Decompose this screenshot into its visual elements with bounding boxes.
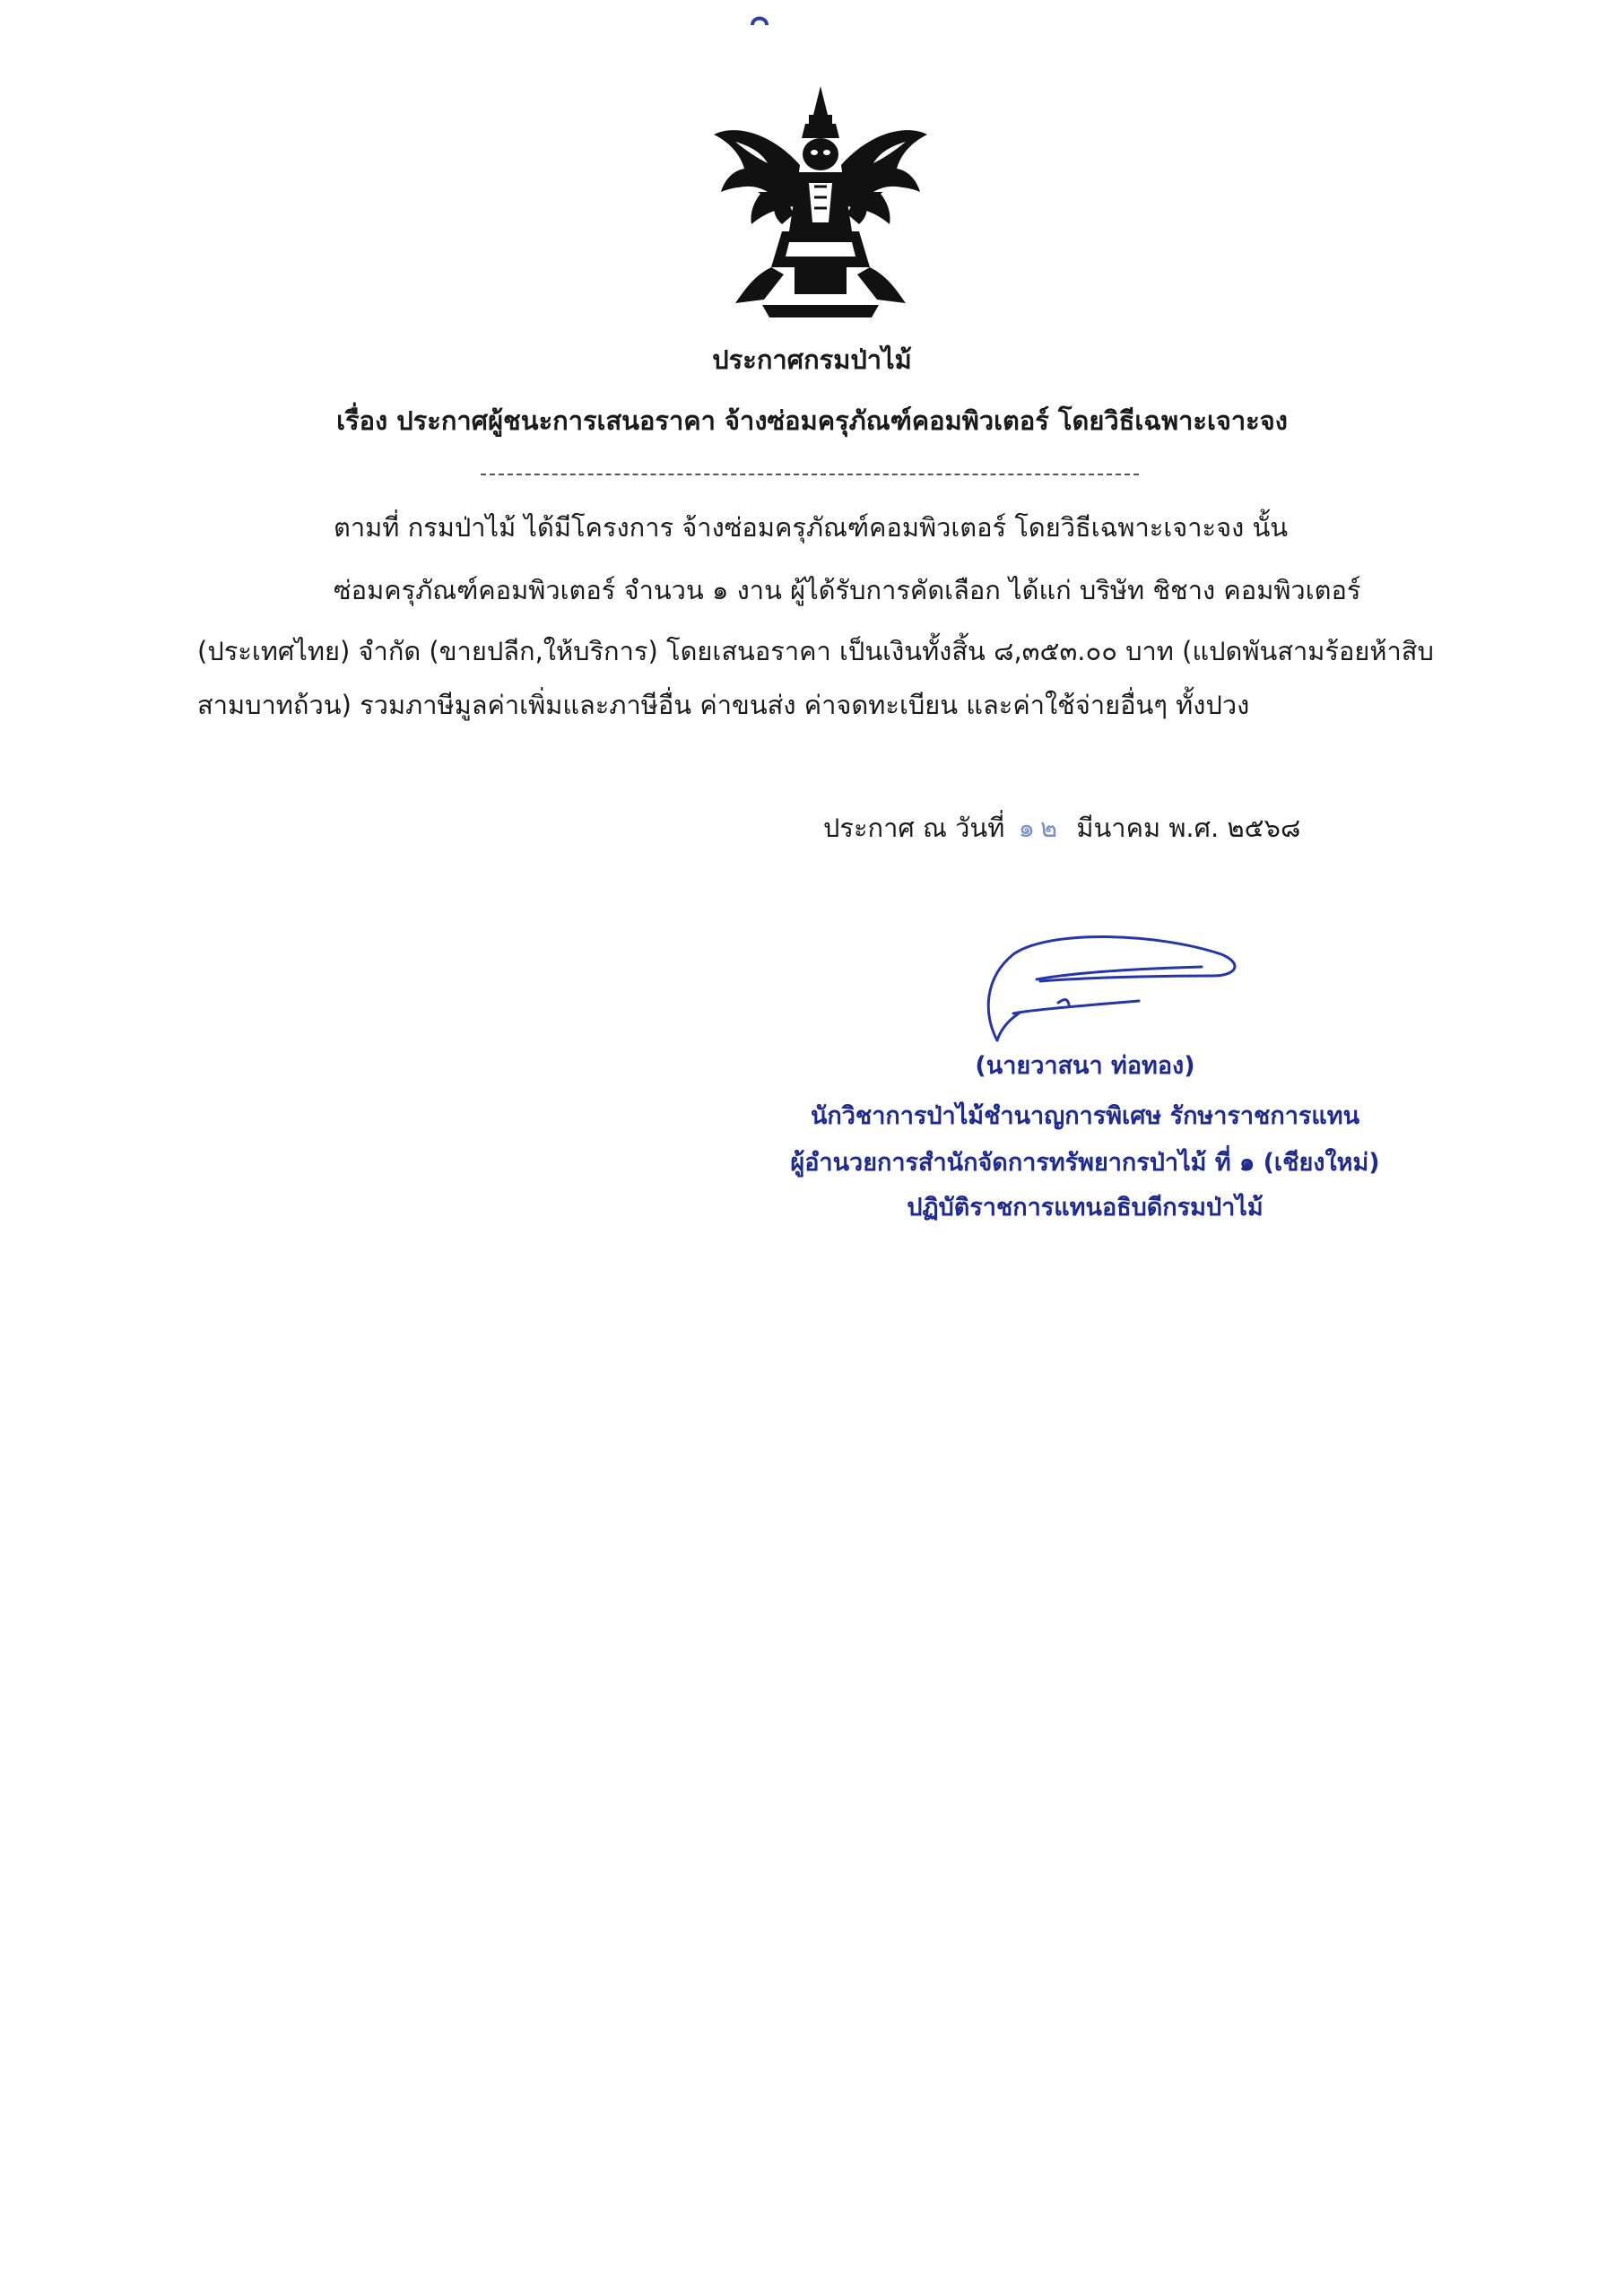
date-suffix: มีนาคม พ.ศ. ๒๕๖๘ — [1076, 813, 1301, 843]
document-subject: เรื่อง ประกาศผู้ชนะการเสนอราคา จ้างซ่อมครุภัณฑ์คอมพิวเตอร์ โดยวิธีเฉพาะเจาะจง — [336, 405, 1288, 436]
body-line-2: ซ่อมครุภัณฑ์คอมพิวเตอร์ จำนวน ๑ งาน ผู้ได้รับการคัดเลือก ได้แก่ บริษัท ชิชาง คอมพิวเตอร์ — [334, 575, 1361, 605]
body-line-4: สามบาทถ้วน) รวมภาษีมูลค่าเพิ่มและภาษีอื่น ค่าขนส่ง ค่าจดทะเบียน และค่าใช้จ่ายอื่นๆ ทั้งปวง — [197, 690, 1250, 720]
date-prefix: ประกาศ ณ วันที่ — [823, 813, 1005, 843]
signatory-position-3: ปฏิบัติราชการแทนอธิบดีกรมป่าไม้ — [907, 1194, 1264, 1222]
title-divider — [481, 474, 1139, 475]
announcement-date — [823, 807, 1300, 848]
date-day-stamp: ๑๒ — [1018, 813, 1064, 843]
document-title: ประกาศกรมป่าไม้ — [712, 344, 912, 375]
body-line-1: ตามที่ กรมป่าไม้ ได้มีโครงการ จ้างซ่อมครุภัณฑ์คอมพิวเตอร์ โดยวิธีเฉพาะเจาะจง นั้น — [334, 512, 1289, 543]
handwritten-signature-icon — [977, 924, 1246, 1049]
signatory-name: (นายวาสนา ท่อทอง) — [975, 1052, 1195, 1080]
body-line-3: (ประเทศไทย) จำกัด (ขายปลีก,ให้บริการ) โดยเสนอราคา เป็นเงินทั้งสิ้น ๘,๓๕๓.๐๐ บาท (แปดพันสามร้อยห้าสิบ — [197, 636, 1434, 666]
top-page-mark — [750, 13, 769, 27]
garuda-emblem-icon — [708, 79, 933, 321]
signatory-position-1: นักวิชาการป่าไม้ชำนาญการพิเศษ รักษาราชการแทน — [810, 1102, 1360, 1130]
signatory-position-2: ผู้อำนวยการสำนักจัดการทรัพยากรป่าไม้ ที่ ๑ (เชียงใหม่) — [790, 1149, 1380, 1177]
